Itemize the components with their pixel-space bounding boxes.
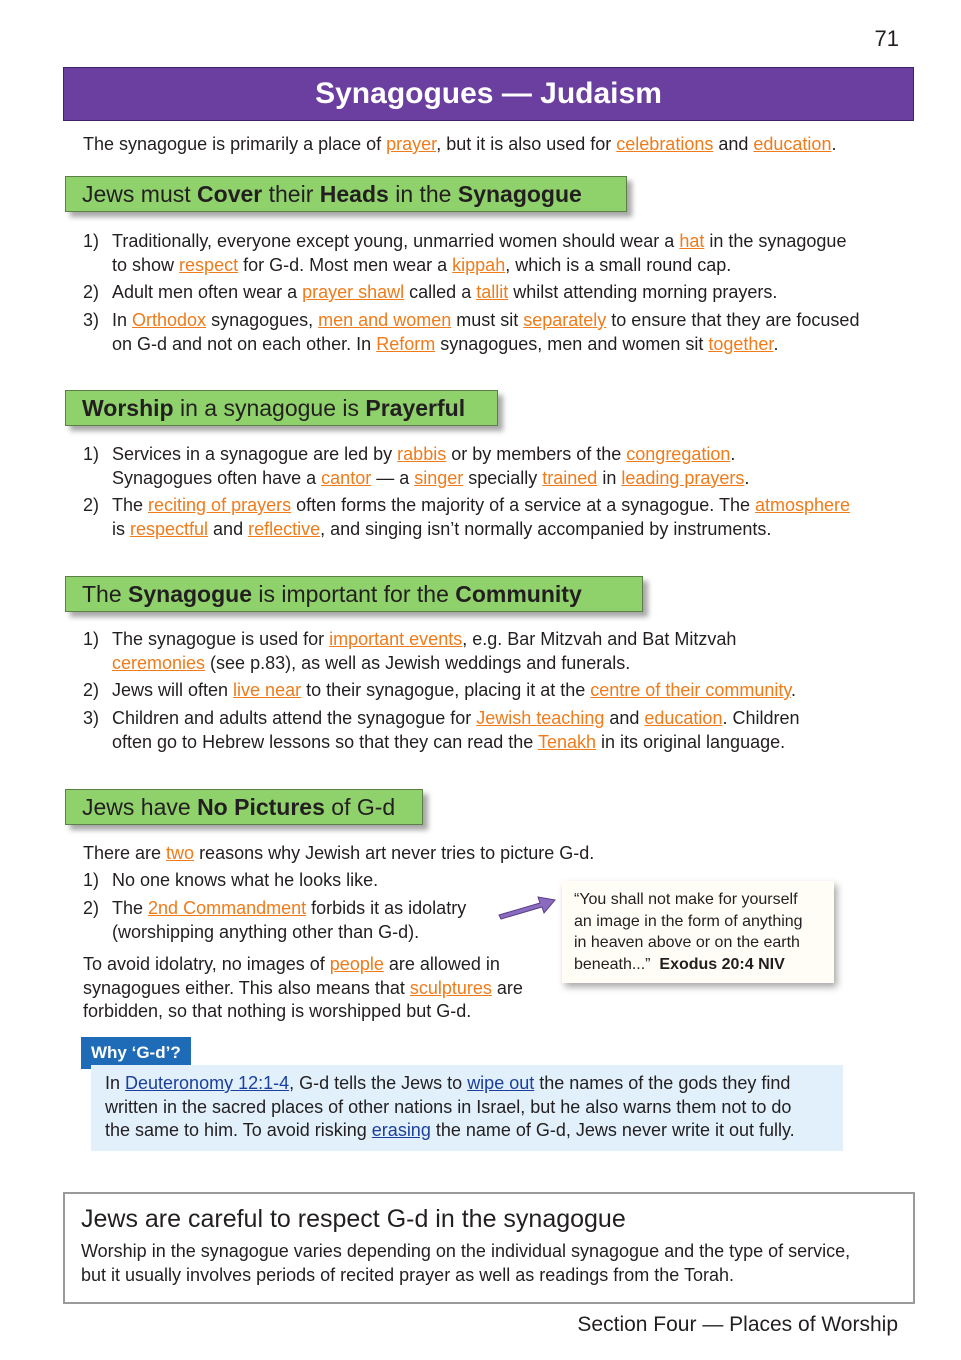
bible-quote: “You shall not make for yourself an image in the form of anything in heaven above or on the earth beneath...” Exodus 20:4 NIV xyxy=(562,881,834,983)
summary-box xyxy=(63,1192,915,1304)
summary-text: Worship in the synagogue varies depending on the individual synagogue and the type of service, but it usually involves periods of recited prayer as well as readings from the Torah. xyxy=(81,1241,851,1285)
page-title: Synagogues — Judaism xyxy=(63,67,914,121)
summary-heading: Jews are careful to respect G-d in the synagogue xyxy=(81,1205,626,1233)
section-heading-community: The Synagogue is important for the Community xyxy=(65,576,643,612)
intro-text: The synagogue is primarily a place of prayer, but it is also used for celebrations and education. xyxy=(83,134,837,154)
page-number: 71 xyxy=(874,26,899,51)
keyword: education xyxy=(753,134,832,154)
keyword: celebrations xyxy=(616,134,714,154)
why-god-box: In Deuteronomy 12:1-4, G-d tells the Jews to wipe out the names of the gods they find written in the sacred places of other nations in Israel, but he also warns them not to do the same to him. To avoid risking erasing the name of G-d, Jews never write it out fully. xyxy=(91,1065,843,1151)
section-heading-no-pictures: Jews have No Pictures of G-d xyxy=(65,789,423,825)
quote-reference: Exodus 20:4 NIV xyxy=(659,955,785,973)
idolatry-paragraph: To avoid idolatry, no images of people are allowed in synagogues either. This also means that sculptures are forbidden, so that nothing is worshipped but G-d. xyxy=(83,954,523,1021)
keyword: prayer xyxy=(386,134,437,154)
arrow-icon xyxy=(496,893,558,921)
footer-section-label: Section Four — Places of Worship xyxy=(577,1313,898,1336)
reasons-intro: There are two reasons why Jewish art never tries to picture G-d. xyxy=(83,843,595,863)
section-heading-cover-heads: Jews must Cover their Heads in the Synagogue xyxy=(65,176,627,212)
section-heading-worship: Worship in a synagogue is Prayerful xyxy=(65,390,498,426)
why-god-tag: Why ‘G-d’? xyxy=(81,1037,191,1069)
